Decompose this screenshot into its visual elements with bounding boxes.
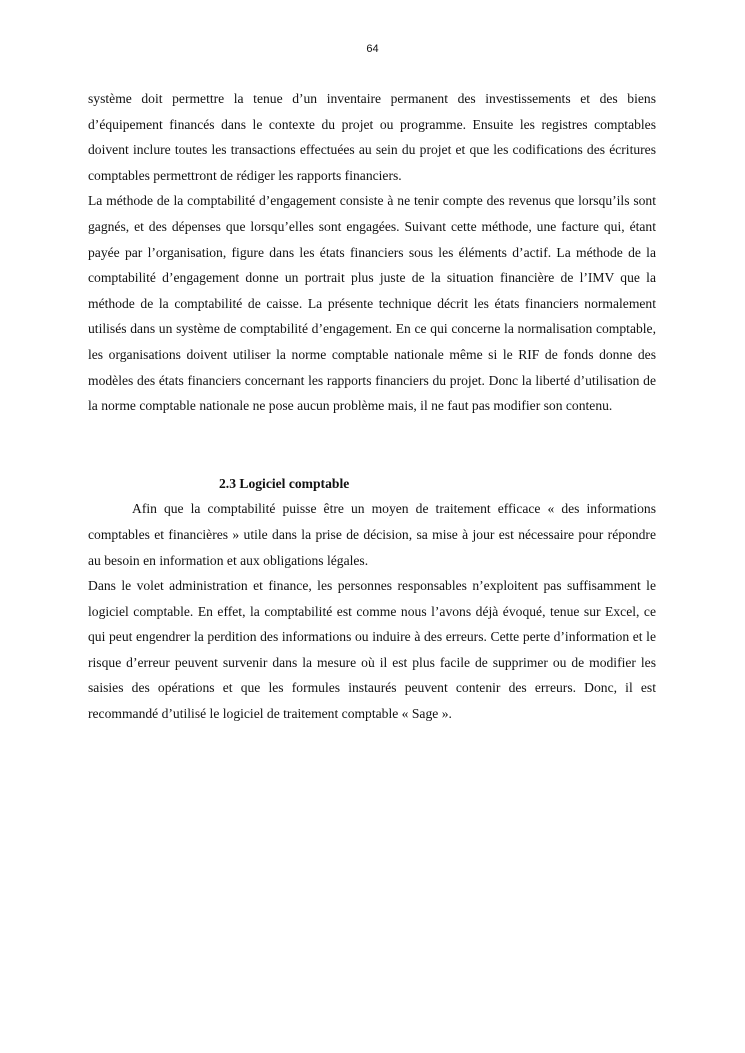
- paragraph-accounting-software-intro: Afin que la comptabilité puisse être un moyen de traitement efficace « des informations comptables et financières » utile dans la prise de décision, sa mise à jour est nécessaire pour répondre au besoin en information et aux obligations légales.: [88, 501, 656, 568]
- page-number: 64: [366, 43, 379, 55]
- paragraph-software-recommendation: Dans le volet administration et finance, les personnes responsables n’exploitent pas suffisamment le logiciel comptable. En effet, la comptabilité est comme nous l’avons déjà évoqué, tenue sur Excel, ce qui peut engendrer la perdition des informations ou induire à des erreurs. Cette perte d’information et le risque d’erreur peuvent survenir dans la mesure où il est plus facile de supprimer ou de modifier les saisies des opérations et que les formules instaurés peuvent contenir des erreurs. Donc, il est recommandé d’utilisé le logiciel de traitement comptable « Sage ».: [88, 578, 656, 722]
- paragraph-accrual-accounting: La méthode de la comptabilité d’engagement consiste à ne tenir compte des revenus que lorsqu’ils sont gagnés, et des dépenses que lorsqu’elles sont engagées. Suivant cette méthode, une facture qui, étant payée par l’organisation, figure dans les états financiers sous les éléments d’actif. La méthode de la comptabilité d’engagement donne un portrait plus juste de la situation financière de l’IMV que la méthode de la comptabilité de caisse. La présente technique décrit les états financiers normalement utilisés dans un système de comptabilité d’engagement. En ce qui concerne la normalisation comptable, les organisations doivent utiliser la norme comptable nationale même si le RIF de fonds donne des modèles des états financiers concernant les rapports financiers du projet. Donc la liberté d’utilisation de la norme comptable nationale ne pose aucun problème mais, il ne faut pas modifier son contenu.: [88, 193, 656, 414]
- section-spacer: [88, 419, 656, 471]
- page-body: [88, 86, 656, 727]
- paragraph-inventory-registers: système doit permettre la tenue d’un inventaire permanent des investissements et des biens d’équipement financés dans le contexte du projet ou programme. Ensuite les registres comptables doivent inclure toutes les transactions effectuées au sein du projet et que les codifications des écritures comptables permettront de rédiger les rapports financiers.: [88, 91, 656, 183]
- section-heading: 2.3 Logiciel comptable: [219, 475, 350, 491]
